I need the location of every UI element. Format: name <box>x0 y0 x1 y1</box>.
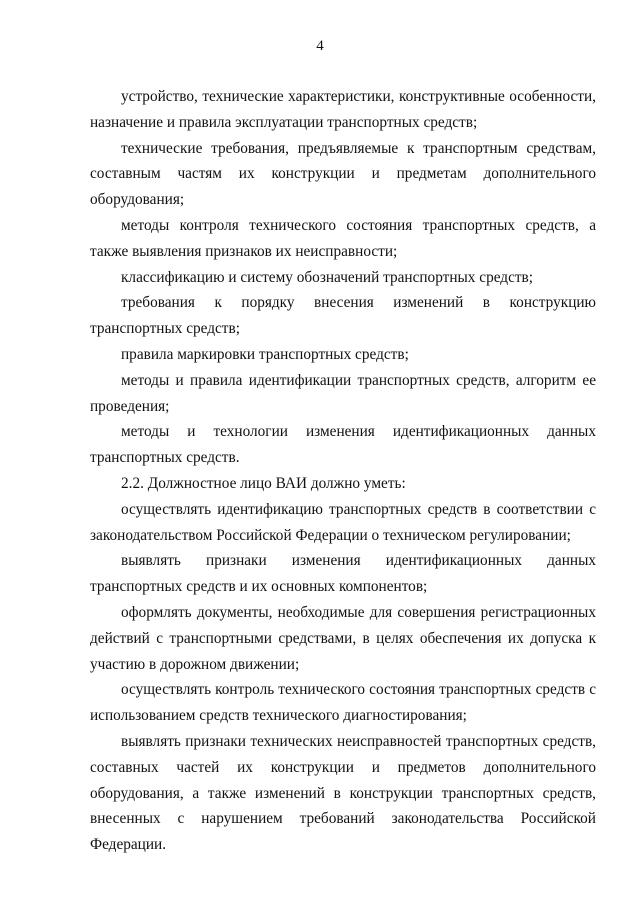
paragraph: методы и правила идентификации транспортных средств, алгоритм ее проведения; <box>90 371 596 415</box>
paragraph: оформлять документы, необходимые для совершения регистрационных действий с транспортными средствами, в целях обеспечения их допуска к участию в дорожном движении; <box>90 603 596 673</box>
paragraph: устройство, технические характеристики, конструктивные особенности, назначение и правила эксплуатации транспортных средств; <box>90 88 596 131</box>
page-number: 4 <box>316 38 324 54</box>
document-body <box>90 84 596 858</box>
paragraph: правила маркировки транспортных средств; <box>121 345 409 363</box>
paragraph: выявлять признаки изменения идентификационных данных транспортных средств и их основных компонентов; <box>90 552 596 596</box>
paragraph: осуществлять контроль технического состояния транспортных средств с использованием средств технического диагностирования; <box>90 681 596 725</box>
section-heading: 2.2. Должностное лицо ВАИ должно уметь: <box>121 474 406 492</box>
paragraph: классификацию и систему обозначений транспортных средств; <box>121 268 534 286</box>
paragraph: методы контроля технического состояния транспортных средств, а также выявления признаков их неисправности; <box>90 216 596 260</box>
paragraph: методы и технологии изменения идентификационных данных транспортных средств. <box>90 423 596 467</box>
paragraph: выявлять признаки технических неисправностей транспортных средств, составных частей их конструкции и предметов дополнительного оборудования, а также изменений в конструкции транспортных средств, внесенных с нарушением требований законодательства Российской Федерации. <box>90 732 596 854</box>
paragraph: требования к порядку внесения изменений в конструкцию транспортных средств; <box>90 294 596 338</box>
paragraph: осуществлять идентификацию транспортных средств в соответствии с законодательством Российской Федерации о техническом регулировании; <box>90 500 596 544</box>
paragraph: технические требования, предъявляемые к транспортным средствам, составным частям их конструкции и предметам дополнительного оборудования; <box>90 139 596 209</box>
